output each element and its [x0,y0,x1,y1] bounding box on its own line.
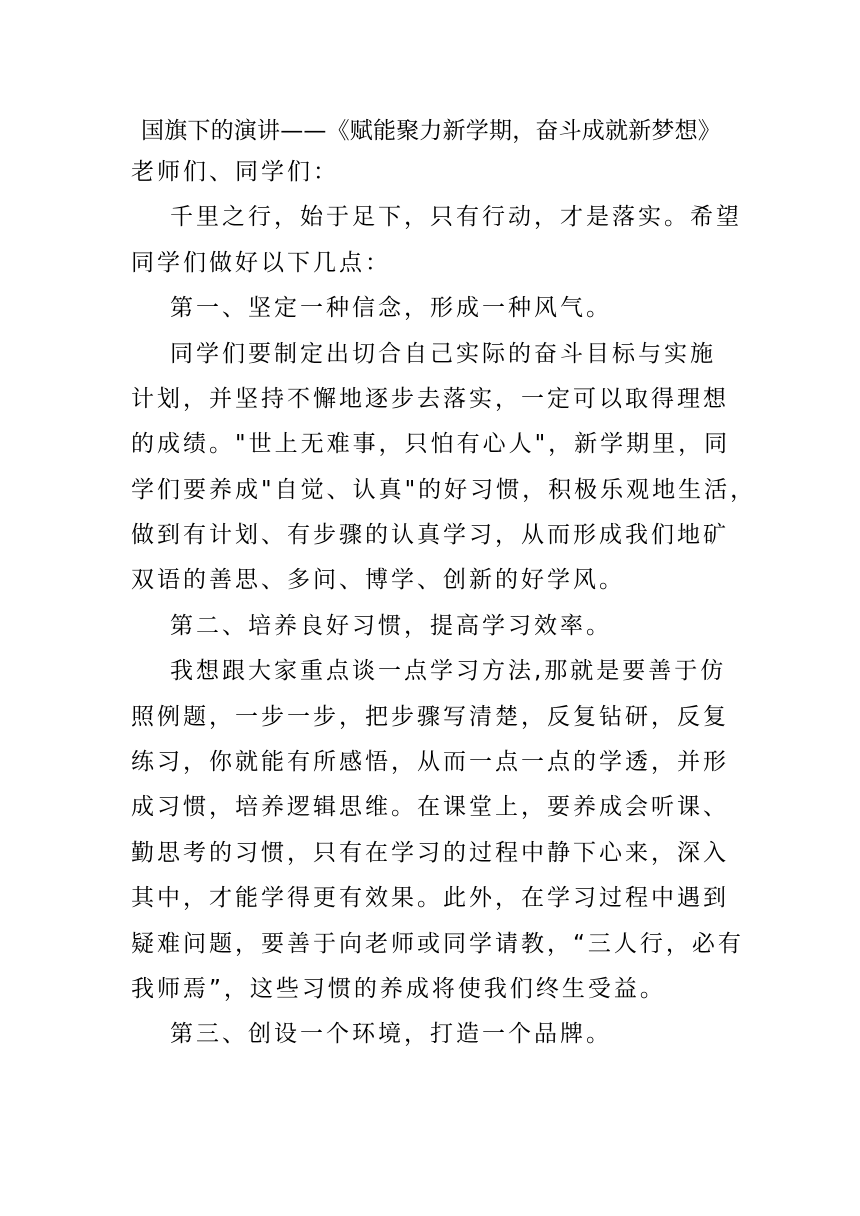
paragraph-line: 做到有计划、有步骤的认真学习，从而形成我们地矿 [131,522,729,548]
paragraph-line: 千里之行，始于足下，只有行动，才是落实。希望 [170,204,742,230]
paragraph-line: 成习惯，培养逻辑思维。在课堂上，要养成会听课、 [131,794,729,820]
paragraph-line: 同学们要制定出切合自己实际的奋斗目标与实施 [170,341,716,367]
paragraph-line: 计划，并坚持不懈地逐步去落实，一定可以取得理想 [131,386,729,412]
paragraph-line: 照例题，一步一步，把步骤写清楚，反复钻研，反复 [131,704,729,730]
paragraph-line: 其中，才能学得更有效果。此外，在学习过程中遇到 [131,885,729,911]
speech-title: 国旗下的演讲——《赋能聚力新学期，奋斗成就新梦想》 [141,118,721,144]
paragraph-line: 勤思考的习惯，只有在学习的过程中静下心来，深入 [131,840,729,866]
paragraph-line: 的成绩。"世上无难事，只怕有心人"，新学期里，同 [131,431,731,457]
paragraph-line: 练习，你就能有所感悟，从而一点一点的学透，并形 [131,749,729,775]
paragraph-line: 同学们做好以下几点： [131,250,391,276]
section-heading: 第一、坚定一种信念，形成一种风气。 [170,295,612,321]
paragraph-line: 学们要养成"自觉、认真"的好习惯，积极乐观地生活， [131,477,757,503]
greeting-line: 老师们、同学们： [131,159,339,185]
section-heading: 第三、创设一个环境，打造一个品牌。 [170,1021,612,1047]
paragraph-line: 双语的善思、多问、博学、创新的好学风。 [131,567,625,593]
section-heading: 第二、培养良好习惯，提高学习效率。 [170,613,612,639]
paragraph-line: 我想跟大家重点谈一点学习方法,那就是要善于仿 [170,658,727,684]
paragraph-line: 我师焉”，这些习惯的养成将使我们终生受益。 [131,976,666,1002]
paragraph-line: 疑难问题，要善于向老师或同学请教，“三人行，必有 [131,931,744,957]
